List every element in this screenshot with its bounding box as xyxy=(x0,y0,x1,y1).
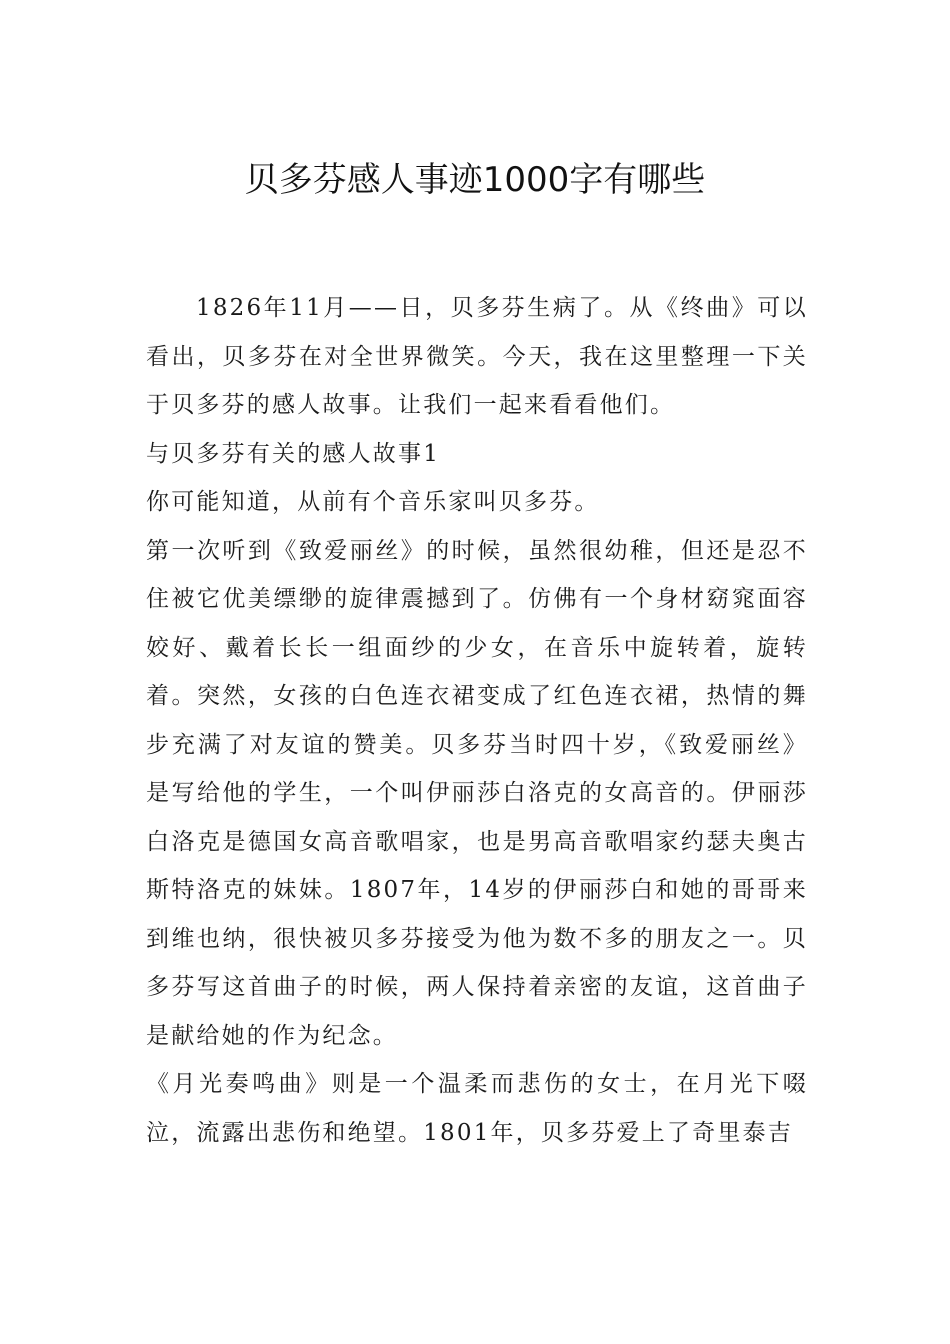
paragraph-intro: 1826年11月——日，贝多芬生病了。从《终曲》可以看出，贝多芬在对全世界微笑。今天，我在这里整理一下关于贝多芬的感人故事。让我们一起来看看他们。 xyxy=(146,295,808,418)
section-heading: 与贝多芬有关的感人故事1 xyxy=(146,440,441,467)
paragraph: 《月光奏鸣曲》则是一个温柔而悲伤的女士，在月光下啜泣，流露出悲伤和绝望。1801年，贝多芬爱上了奇里泰吉 xyxy=(146,1071,808,1146)
document-title: 贝多芬感人事迹1000字有哪些 xyxy=(244,160,706,200)
document-body xyxy=(146,284,808,1157)
paragraph: 第一次听到《致爱丽丝》的时候，虽然很幼稚，但还是忍不住被它优美缥缈的旋律震撼到了。仿佛有一个身材窈窕面容姣好、戴着长长一组面纱的少女，在音乐中旋转着，旋转着。突然，女孩的白色连衣裙变成了红色连衣裙，热情的舞步充满了对友谊的赞美。贝多芬当时四十岁，《致爱丽丝》是写给他的学生，一个叫伊丽莎白洛克的女高音的。伊丽莎白洛克是德国女高音歌唱家，也是男高音歌唱家约瑟夫奥古斯特洛克的妹妹。1807年，14岁的伊丽莎白和她的哥哥来到维也纳，很快被贝多芬接受为他为数不多的朋友之一。贝多芬写这首曲子的时候，两人保持着亲密的友谊，这首曲子是献给她的作为纪念。 xyxy=(146,537,808,1049)
paragraph: 你可能知道，从前有个音乐家叫贝多芬。 xyxy=(146,489,600,515)
